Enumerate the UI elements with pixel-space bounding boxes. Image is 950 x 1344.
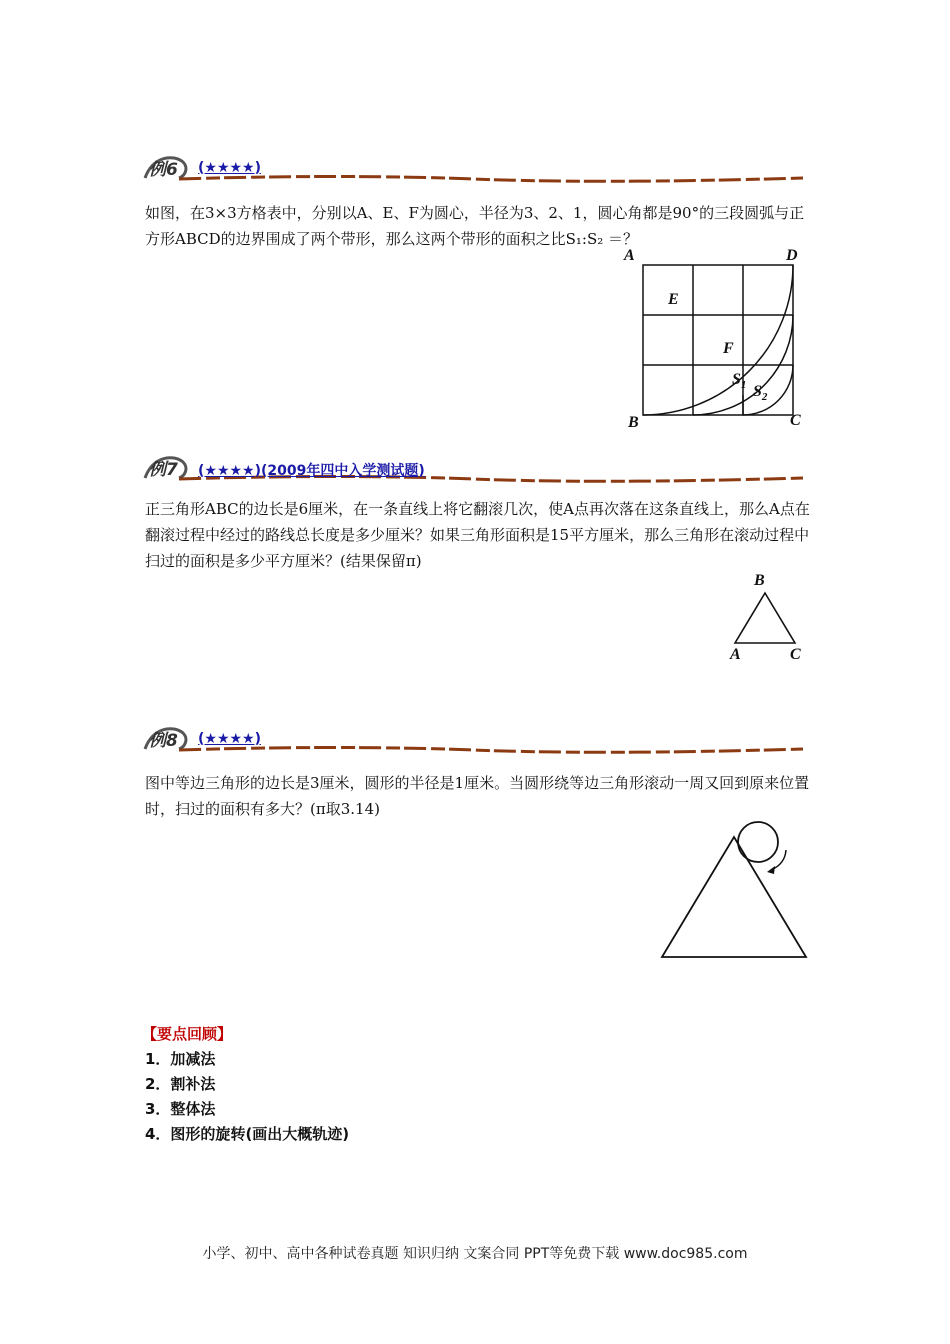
grid-arc-figure (620, 245, 810, 435)
example-6-text: 如图，在3×3方格表中，分别以A、E、F为圆心，半径为3、2、1，圆心角都是90°的三段圆弧与正方形ABCD的边界围成了两个带形，那么这两个带形的面积之比S₁:S₂ ＝？ (145, 204, 805, 248)
label-D: D (786, 247, 798, 264)
example-tag: 例7 (149, 460, 178, 480)
example-7-header (143, 452, 808, 486)
rolling-circle-figure (655, 812, 815, 962)
label-S2: $S_2$ (753, 383, 768, 404)
difficulty-stars: (★★★★) (198, 731, 261, 747)
label-C: C (790, 412, 801, 429)
label-A: A (730, 646, 741, 663)
difficulty-stars: (★★★★) (198, 160, 261, 176)
review-item: 4．图形的旋转(画出大概轨迹) (145, 1125, 350, 1143)
triangle-abc-figure (722, 570, 812, 670)
label-E: E (668, 291, 679, 308)
label-F: F (723, 340, 734, 357)
triangle-circle-diagram (655, 812, 815, 962)
review-item: 1．加减法 (145, 1050, 216, 1068)
review-title: 【要点回顾】 (142, 1025, 233, 1043)
review-item: 2．割补法 (145, 1075, 216, 1093)
example-7-text: 正三角形ABC的边长是6厘米，在一条直线上将它翻滚几次，使A点再次落在这条直线上，那么A点在翻滚过程中经过的路线总长度是多少厘米？如果三角形面积是15平方厘米，那么三角形在滚动过程中扫过的面积是多少平方厘米？(结果保留π) (145, 500, 810, 570)
example-tag: 例6 (149, 160, 178, 180)
label-B: B (754, 572, 765, 589)
example-8-header (143, 723, 808, 757)
example-8-text: 图中等边三角形的边长是3厘米，圆形的半径是1厘米。当圆形绕等边三角形滚动一周又回到原来位置时，扫过的面积有多大？(π取3.14) (145, 774, 810, 818)
grid-diagram (620, 245, 810, 435)
label-A: A (624, 247, 635, 264)
page-footer: 小学、初中、高中各种试卷真题 知识归纳 文案合同 PPT等免费下载 www.doc985.com (202, 1246, 748, 1262)
example-6-header (143, 152, 808, 186)
example-tag: 例8 (149, 731, 178, 751)
review-item: 3．整体法 (145, 1100, 216, 1118)
difficulty-stars: (★★★★)(2009年四中入学测试题) (198, 463, 425, 479)
label-S1: $S_1$ (732, 371, 747, 392)
label-B: B (628, 414, 639, 431)
label-C: C (790, 646, 801, 663)
